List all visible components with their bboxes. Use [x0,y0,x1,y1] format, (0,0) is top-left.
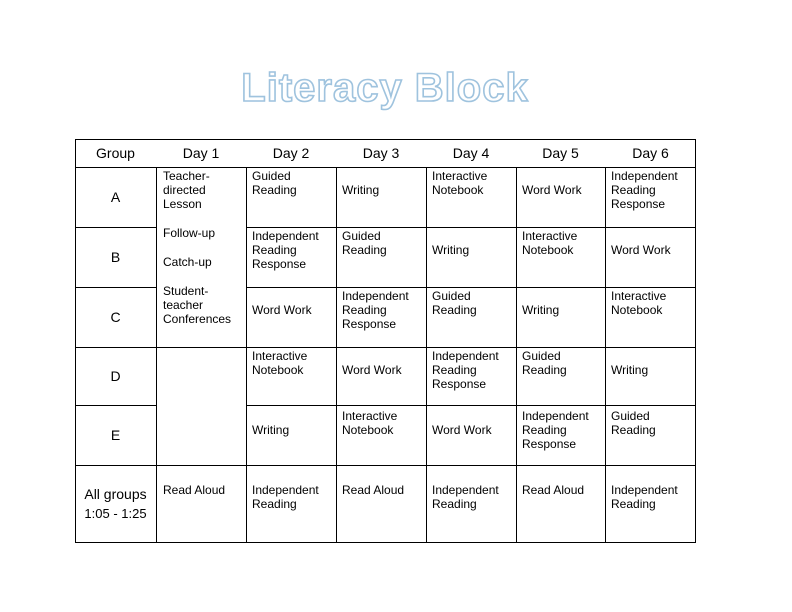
all-groups-time: 1:05 - 1:25 [84,506,147,521]
group-label-a: A [110,189,121,205]
cell-c-day2: Word Work [252,303,312,317]
header-day-3: Day 3 [362,145,400,161]
cell-c-day5: Writing [522,303,560,317]
header-day-5: Day 5 [542,145,579,161]
header-group: Group [96,145,135,161]
cell-a-day3: Writing [342,183,380,197]
cell-e-day6: Guided Reading [611,409,656,437]
grid-line [246,227,696,228]
header-day-1: Day 1 [182,145,220,161]
cell-e-day2: Writing [252,423,290,437]
day1-read-aloud: Read Aloud [163,483,226,497]
cell-b-day2: Independent Reading Response [252,229,319,271]
cell-all-day6: Independent Reading [611,483,678,511]
cell-c-day3: Independent Reading Response [342,289,409,331]
cell-d-day5: Guided Reading [522,349,567,377]
grid-line [246,287,696,288]
grid-line [75,167,696,168]
cell-c-day4: Guided Reading [432,289,477,317]
cell-b-day3: Guided Reading [342,229,387,257]
cell-d-day4: Independent Reading Response [432,349,499,391]
header-day-6: Day 6 [632,145,669,161]
group-label-d: D [110,368,121,384]
cell-d-day6: Writing [611,363,649,377]
group-label-b: B [110,249,121,265]
grid-line [75,465,696,466]
cell-d-day3: Word Work [342,363,402,377]
day1-conferences: Student-teacher Conferences [163,284,232,326]
day1-catch-up: Catch-up [163,255,212,269]
cell-e-day5: Independent Reading Response [522,409,589,451]
cell-all-day2: Independent Reading [252,483,319,511]
cell-b-day4: Writing [432,243,470,257]
cell-a-day2: Guided Reading [252,169,297,197]
cell-d-day2: Interactive Notebook [252,349,308,377]
cell-e-day3: Interactive Notebook [342,409,398,437]
schedule-table [75,139,696,543]
page-title: Literacy Block [241,66,529,110]
all-groups-label: All groups [84,486,147,502]
header-day-2: Day 2 [272,145,310,161]
cell-b-day6: Word Work [611,243,671,257]
group-label-e: E [110,427,121,443]
cell-a-day5: Word Work [522,183,582,197]
cell-a-day6: Independent Reading Response [611,169,678,211]
cell-all-day3: Read Aloud [342,483,405,497]
cell-c-day6: Interactive Notebook [611,289,667,317]
grid-line [246,405,696,406]
cell-e-day4: Word Work [432,423,492,437]
day1-teacher-directed: Teacher-directed Lesson [163,169,210,211]
cell-all-day4: Independent Reading [432,483,499,511]
group-label-all [75,465,156,543]
cell-a-day4: Interactive Notebook [432,169,488,197]
cell-all-day5: Read Aloud [522,483,585,497]
header-day-4: Day 4 [452,145,490,161]
group-label-c: C [110,309,121,325]
grid-line [75,347,696,348]
day1-follow-up: Follow-up [163,226,216,240]
cell-b-day5: Interactive Notebook [522,229,578,257]
